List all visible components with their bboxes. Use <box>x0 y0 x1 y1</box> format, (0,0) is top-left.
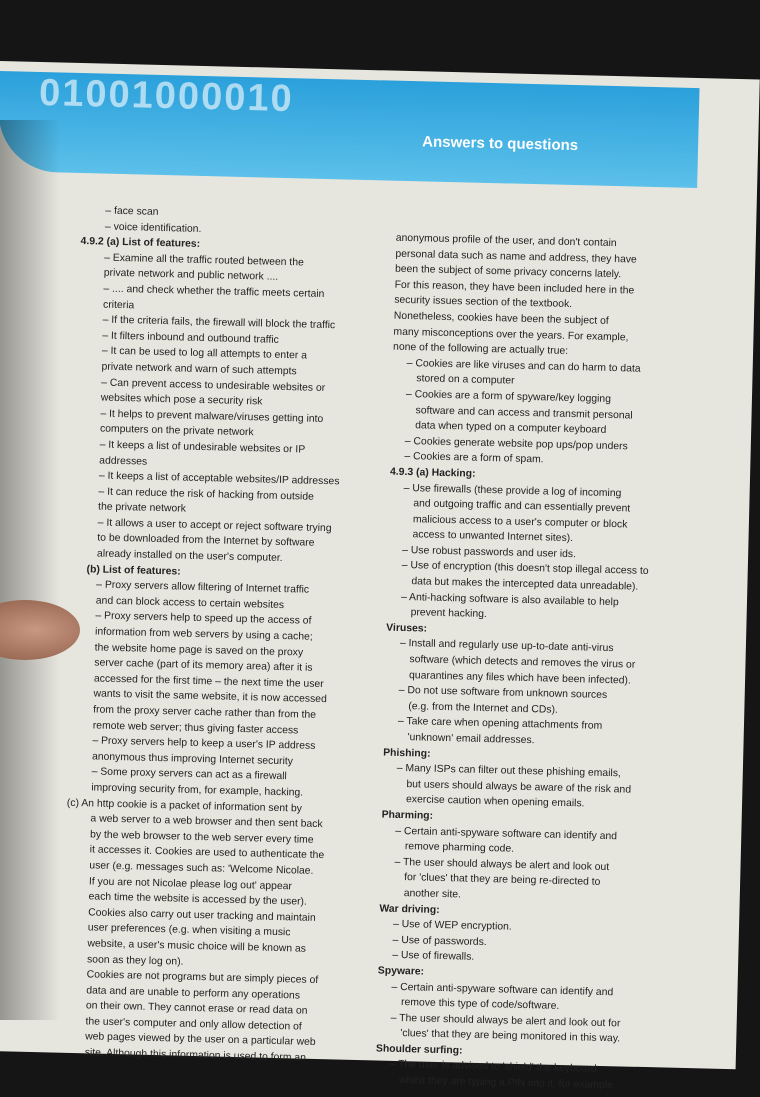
text-line: whilst they are typing a PIN into it, for example. <box>399 1075 616 1092</box>
text-line: data when typed on a computer keyboard <box>415 420 607 437</box>
text-line: – It helps to prevent malware/viruses getting into <box>100 408 324 425</box>
text-line: for 'clues' that they are being re-directed to <box>404 872 601 889</box>
text-line: remove this type of code/software. <box>400 997 560 1013</box>
text-line: criteria <box>102 299 135 311</box>
text-line: (c) An http cookie is a packet of information sent by <box>66 797 303 815</box>
text-line: user preferences (e.g. when visiting a music <box>87 922 291 939</box>
text-line: – The user should always be alert and look out <box>394 856 610 873</box>
text-line: 'clues' that they are being monitored in this way. <box>400 1028 621 1045</box>
text-line: prevent hacking. <box>410 607 487 621</box>
text-line: by the web browser to the web server every time <box>89 829 314 846</box>
section-label: Pharming: <box>381 809 434 822</box>
text-line: another site. <box>403 888 462 901</box>
text-line: stored on a computer <box>416 373 515 387</box>
text-line: each time the website is accessed by the user). <box>88 891 307 908</box>
text-line: been the subject of some privacy concerns lately. <box>394 263 622 281</box>
text-line: – Proxy servers allow filtering of Internet traffic <box>96 579 310 596</box>
text-line: it accesses it. Cookies are used to authenticate the <box>89 844 325 862</box>
text-line: quarantines any files which have been infected). <box>408 669 631 687</box>
text-line: personal data such as name and address, they have <box>395 248 637 266</box>
text-line: – It allows a user to accept or reject software trying <box>97 517 332 535</box>
text-line: (e.g. from the Internet and CDs). <box>408 700 559 716</box>
text-line: many misconceptions over the years. For example, <box>393 326 629 343</box>
text-line: – Use of firewalls. <box>392 950 475 964</box>
text-line: anonymous profile of the user, and don't contain <box>395 232 617 250</box>
text-line: remote web server; thus giving faster access <box>92 720 299 737</box>
text-line: to be downloaded from the Internet by software <box>97 532 315 550</box>
text-line: wants to visit the same website, it is now accessed <box>93 688 327 706</box>
text-line: but users should always be aware of the risk and <box>406 778 632 796</box>
text-line: – Cookies generate website pop ups/pop unders <box>404 435 628 453</box>
text-line: – The user should always be alert and look out for <box>390 1012 621 1030</box>
text-line: – Use robust passwords and user ids. <box>402 544 577 561</box>
text-line: data and are unable to perform any operations <box>86 985 301 1002</box>
text-line: exercise caution when opening emails. <box>405 794 585 810</box>
text-line: improving security from, for example, hacking. <box>91 782 304 799</box>
text-line: – Cookies are a form of spyware/key logging <box>405 388 612 405</box>
text-line: – Anti-hacking software is also available to help <box>400 591 619 608</box>
text-line: – It keeps a list of undesirable websites or IP <box>99 439 306 456</box>
text-line: private network and warn of such attempts <box>101 361 297 378</box>
text-line: For this reason, they have been included here in the <box>394 279 635 297</box>
text-line: access to unwanted Internet sites). <box>412 529 574 545</box>
text-line: – Some proxy servers can act as a firewall <box>91 766 287 783</box>
section-label: 4.9.2 (a) List of features: <box>80 236 201 251</box>
text-line: – Proxy servers help to speed up the access of <box>95 610 312 628</box>
text-line: Nonetheless, cookies have been the subject of <box>393 310 609 327</box>
text-line: 'unknown' email addresses. <box>407 732 535 747</box>
text-line: the private network <box>97 501 187 515</box>
text-line: the website home page is saved on the proxy <box>94 642 304 659</box>
text-line: security issues section of the textbook. <box>394 295 573 311</box>
text-line: software (which detects and removes the virus or <box>409 654 636 671</box>
text-line: software and can access and transmit personal <box>415 404 633 422</box>
section-label: Spyware: <box>377 965 425 978</box>
text-line: – Examine all the traffic routed between the <box>104 252 304 269</box>
page-heading: Answers to questions <box>422 133 579 155</box>
text-line: – It filters inbound and outbound traffic <box>102 330 279 346</box>
section-label: 4.9.3 (a) Hacking: <box>389 466 476 480</box>
text-line: If you are not Nicolae please log out' appear <box>88 875 293 892</box>
section-label: War driving: <box>379 903 440 916</box>
text-line: soon as they log on). <box>86 953 184 968</box>
text-line: – Can prevent access to undesirable websites or <box>101 377 326 394</box>
section-label: (b) List of features: <box>86 563 181 578</box>
text-line: and outgoing traffic and can essentially prevent <box>413 498 631 515</box>
text-line: – It keeps a list of acceptable websites/IP addresses <box>98 470 340 488</box>
text-line: – Certain anti-spyware software can identify and <box>395 825 618 842</box>
text-line: – .... and check whether the traffic meets certain <box>103 283 325 300</box>
text-line: – voice identification. <box>104 221 202 235</box>
text-line: – If the criteria fails, the firewall will block the traffic <box>102 314 336 332</box>
text-line: – Cookies are a form of spam. <box>404 451 544 466</box>
text-line: web pages viewed by the user on a particular web <box>85 1031 316 1049</box>
text-line: – Many ISPs can filter out these phishing emails, <box>396 763 621 780</box>
left-column <box>61 203 372 1067</box>
section-label: Shoulder surfing: <box>375 1043 463 1057</box>
right-column <box>375 231 696 1096</box>
text-line: – face scan <box>105 205 159 218</box>
text-line: user (e.g. messages such as: 'Welcome Nicolae. <box>89 860 314 877</box>
text-line: – Proxy servers help to keep a user's IP address <box>92 735 316 753</box>
text-line: websites which pose a security risk <box>100 392 263 408</box>
page-banner <box>0 71 700 188</box>
text-line: – It can reduce the risk of hacking from outside <box>98 486 315 503</box>
text-line: website, a user's music choice will be known as <box>87 938 307 955</box>
text-line: site. Although this information is used to form an <box>84 1047 307 1064</box>
text-line: anonymous thus improving Internet security <box>91 751 294 768</box>
text-line: – It can be used to log all attempts to enter a <box>101 345 308 362</box>
text-line: accessed for the first time – the next time the user <box>93 673 324 690</box>
text-line: – Do not use software from unknown sources <box>398 685 608 702</box>
text-line: – Certain anti-spyware software can identify and <box>391 981 614 998</box>
text-line: – Use of WEP encryption. <box>392 918 512 933</box>
text-line: information from web servers by using a cache; <box>94 626 313 643</box>
text-line: computers on the private network <box>99 423 254 439</box>
section-label: Phishing: <box>383 747 431 760</box>
book-page <box>0 60 760 1092</box>
text-line: – Take care when opening attachments from <box>397 716 603 733</box>
text-line: – Use of passwords. <box>392 934 487 948</box>
text-line: none of the following are actually true: <box>392 341 569 358</box>
text-line: private network and public network .... <box>103 267 279 284</box>
section-label: Viruses: <box>386 622 428 635</box>
text-line: data but makes the intercepted data unreadable). <box>411 576 639 593</box>
text-line: Cookies are not programs but are simply pieces of <box>86 969 319 987</box>
text-line: – Install and regularly use up-to-date anti-virus <box>399 638 614 655</box>
text-line: – The user is advised to 'shield' the keyboard <box>389 1059 597 1076</box>
text-line: Cookies also carry out user tracking and maintain <box>88 907 316 924</box>
page-gutter-shadow <box>0 120 60 1020</box>
text-line: addresses <box>99 455 148 468</box>
text-line: from the proxy server cache rather than from the <box>93 704 317 721</box>
text-line: the user's computer and only allow detection of <box>85 1016 302 1033</box>
text-line: already installed on the user's computer. <box>96 548 283 565</box>
text-line: a web server to a web browser and then sent back <box>90 813 323 831</box>
text-line: – Cookies are like viruses and can do harm to data <box>406 357 641 375</box>
text-line: and can block access to certain websites <box>95 595 285 611</box>
text-line: malicious access to a user's computer or block <box>412 513 628 531</box>
text-line: – Use firewalls (these provide a log of incoming <box>403 482 622 499</box>
text-line: on their own. They cannot erase or read data on <box>85 1000 308 1018</box>
text-line: remove pharming code. <box>404 841 515 855</box>
text-line: – Use of encryption (this doesn't stop illegal access to <box>401 560 649 578</box>
banner-binary-decoration: 01001000010 <box>38 71 295 121</box>
text-line: server cache (part of its memory area) after it is <box>94 657 313 675</box>
